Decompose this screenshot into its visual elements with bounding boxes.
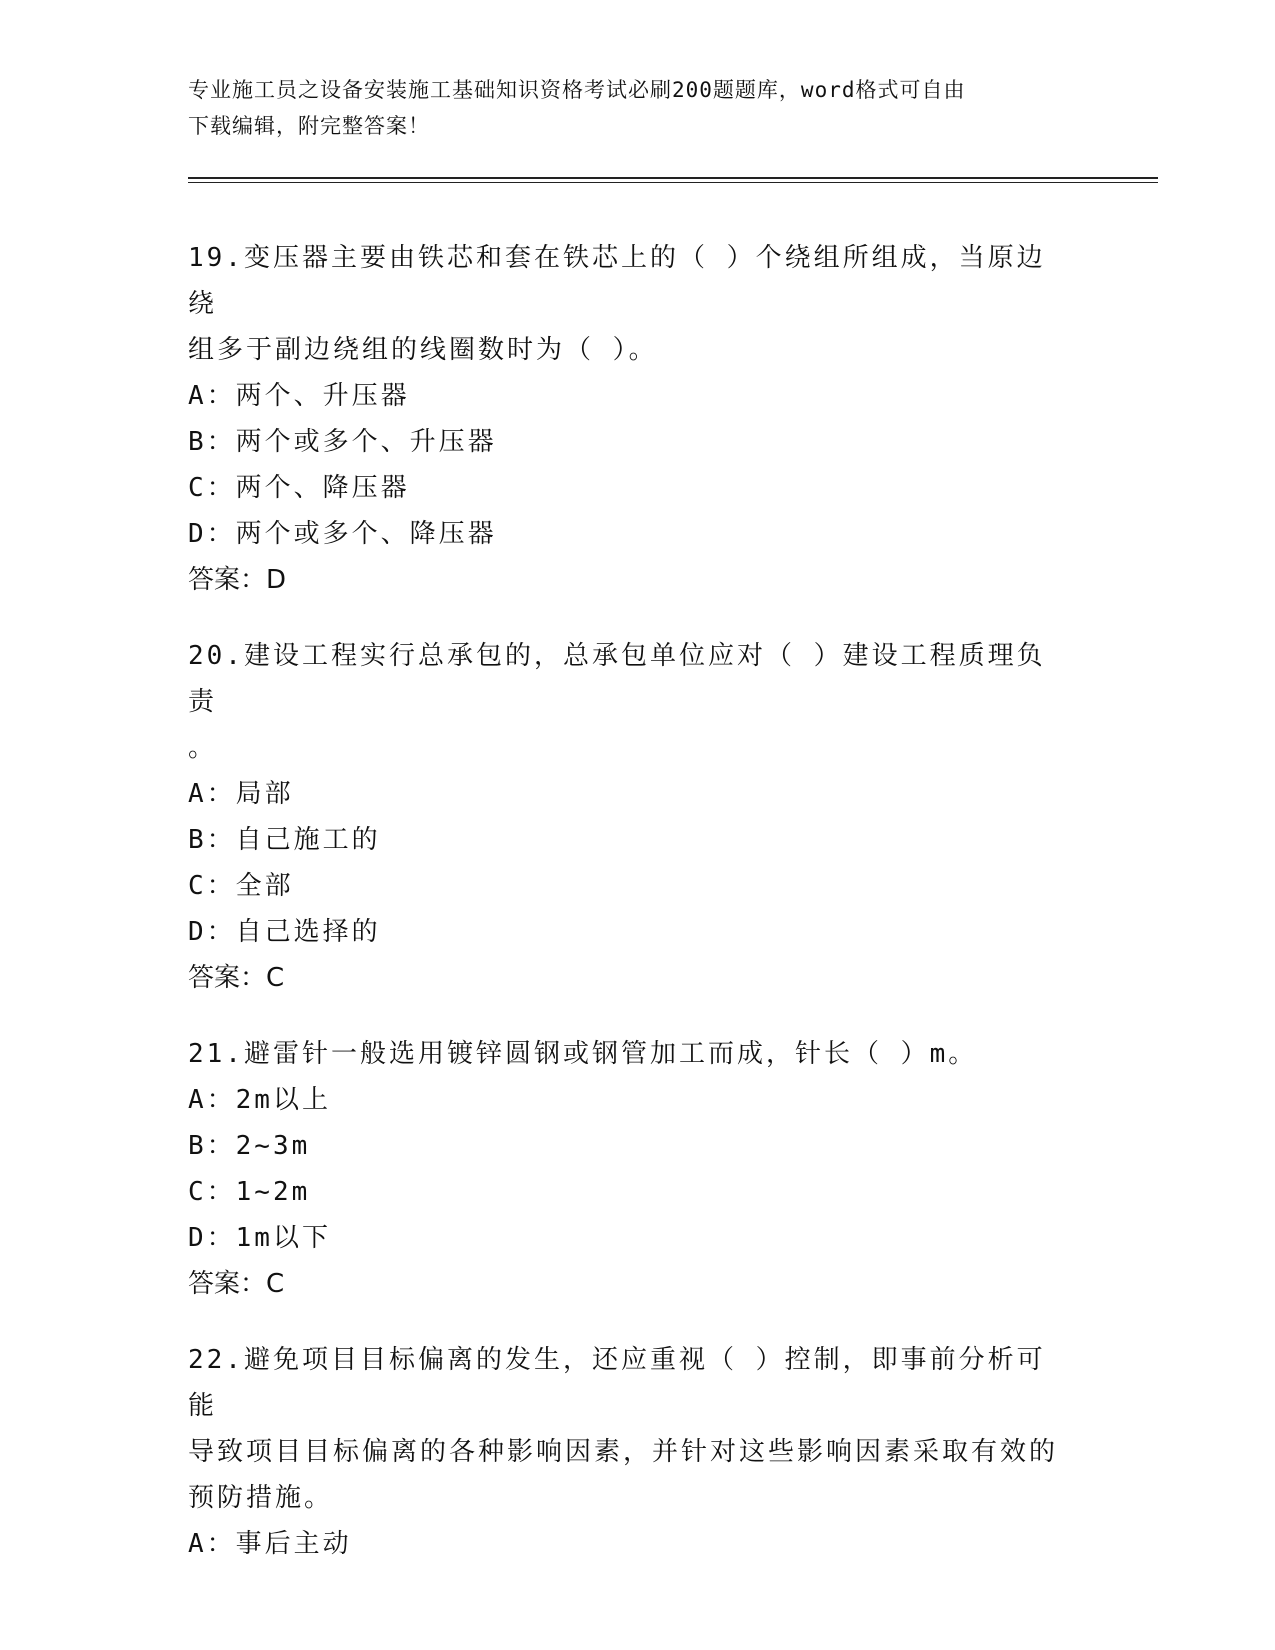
- option-a: A：2m以上: [188, 1085, 331, 1115]
- question-stem-line: 20.建设工程实行总承包的，总承包单位应对（ ）建设工程质理负责: [188, 641, 1046, 717]
- option-d: D：自己选择的: [188, 917, 381, 947]
- option-b: B：2~3m: [188, 1131, 311, 1161]
- answer-line: 答案：C: [188, 1269, 285, 1299]
- question-list: [188, 235, 1068, 1597]
- option-d: D：1m以下: [188, 1223, 331, 1253]
- question-22: [188, 1337, 1068, 1567]
- option-c: C：1~2m: [188, 1177, 311, 1207]
- option-c: C：两个、降压器: [188, 473, 410, 503]
- question-19: [188, 235, 1068, 603]
- question-stem-line: 导致项目目标偏离的各种影响因素，并针对这些影响因素采取有效的: [188, 1437, 1059, 1467]
- option-b: B：两个或多个、升压器: [188, 427, 497, 457]
- question-20: [188, 633, 1068, 1001]
- question-stem-line: 22.避免项目目标偏离的发生，还应重视（ ）控制，即事前分析可能: [188, 1345, 1046, 1421]
- question-stem-line: 预防措施。: [188, 1483, 334, 1513]
- option-a: A：事后主动: [188, 1529, 352, 1559]
- header-line-1: 专业施工员之设备安装施工基础知识资格考试必刷200题题库，word格式可自由: [188, 78, 966, 102]
- option-a: A：局部: [188, 779, 294, 809]
- question-stem-line: 21.避雷针一般选用镀锌圆钢或钢管加工而成，针长（ ）m。: [188, 1039, 978, 1069]
- question-21: [188, 1031, 1068, 1307]
- header-divider-thin: [188, 182, 1158, 183]
- header-line-2: 下载编辑，附完整答案！: [188, 114, 430, 138]
- answer-line: 答案：C: [188, 963, 285, 993]
- document-header: [188, 72, 1068, 144]
- header-divider-thick: [188, 177, 1158, 179]
- option-d: D：两个或多个、降压器: [188, 519, 497, 549]
- question-stem-line: 。: [188, 733, 218, 763]
- option-a: A：两个、升压器: [188, 381, 410, 411]
- option-b: B：自己施工的: [188, 825, 381, 855]
- answer-line: 答案：D: [188, 565, 287, 595]
- option-c: C：全部: [188, 871, 294, 901]
- question-stem-line: 19.变压器主要由铁芯和套在铁芯上的（ ）个绕组所组成，当原边绕: [188, 243, 1046, 319]
- question-stem-line: 组多于副边绕组的线圈数时为（ ）。: [188, 335, 658, 365]
